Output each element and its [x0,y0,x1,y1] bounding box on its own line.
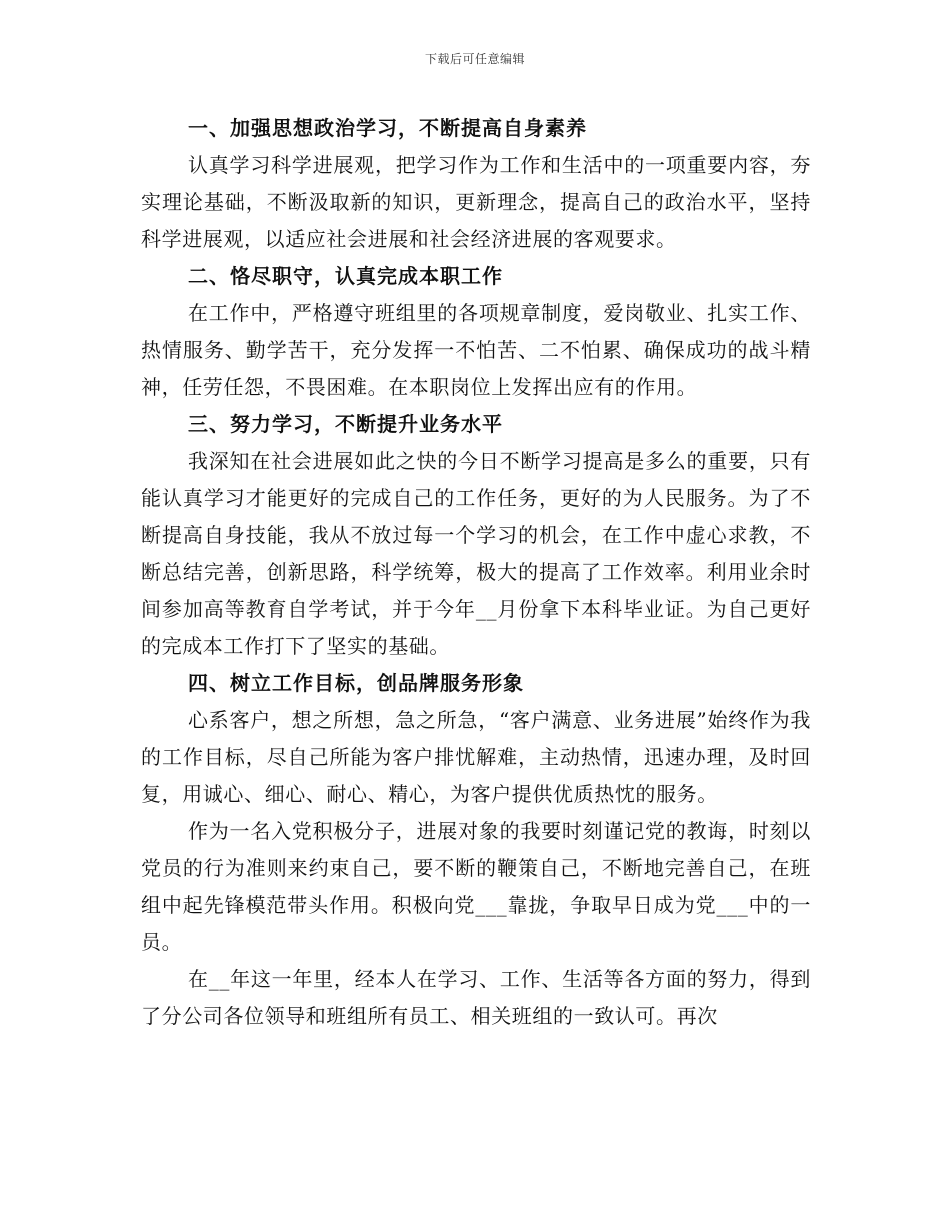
document-body [141,110,811,1035]
section-heading-3: 三、努力学习，不断提升业务水平 [188,412,503,436]
section-4-paragraph-3: 在__年这一年里，经本人在学习、工作、生活等各方面的努力，得到了分公司各位领导和班组所有员工、相关班组的一致认可。再次 [141,967,811,1028]
section-4-paragraph-2: 作为一名入党积极分子，进展对象的我要时刻谨记党的教诲，时刻以党员的行为准则来约束自己，要不断的鞭策自己，不断地完善自己，在班组中起先锋模范带头作用。积极向党___靠拢，争取早日成为党___中的一员。 [141,819,811,954]
section-1-paragraph-1: 认真学习科学进展观，把学习作为工作和生活中的一项重要内容，夯实理论基础，不断汲取新的知识，更新理念，提高自己的政治水平，坚持科学进展观，以适应社会进展和社会经济进展的客观要求。 [141,153,811,251]
page-header: 下载后可任意编辑 [424,52,525,66]
section-2-paragraph-1: 在工作中，严格遵守班组里的各项规章制度，爱岗敬业、扎实工作、热情服务、勤学苦干，充分发挥一不怕苦、二不怕累、确保成功的战斗精神，任劳任怨，不畏困难。在本职岗位上发挥出应有的作用。 [141,301,811,399]
section-heading-4: 四、树立工作目标，创品牌服务形象 [188,671,524,695]
section-heading-2: 二、恪尽职守，认真完成本职工作 [188,264,503,288]
section-heading-1: 一、加强思想政治学习，不断提高自身素养 [188,116,587,140]
section-3-paragraph-1: 我深知在社会进展如此之快的今日不断学习提高是多么的重要，只有能认真学习才能更好的完成自己的工作任务，更好的为人民服务。为了不断提高自身技能，我从不放过每一个学习的机会，在工作中虚心求教，不断总结完善，创新思路，科学统筹，极大的提高了工作效率。利用业余时间参加高等教育自学考试，并于今年__月份拿下本科毕业证。为自己更好的完成本工作打下了坚实的基础。 [141,449,811,658]
section-4-paragraph-1: 心系客户，想之所想，急之所急，“客户满意、业务进展”始终作为我的工作目标，尽自己所能为客户排忧解难，主动热情，迅速办理，及时回复，用诚心、细心、耐心、精心，为客户提供优质热忱的服务。 [141,708,811,806]
